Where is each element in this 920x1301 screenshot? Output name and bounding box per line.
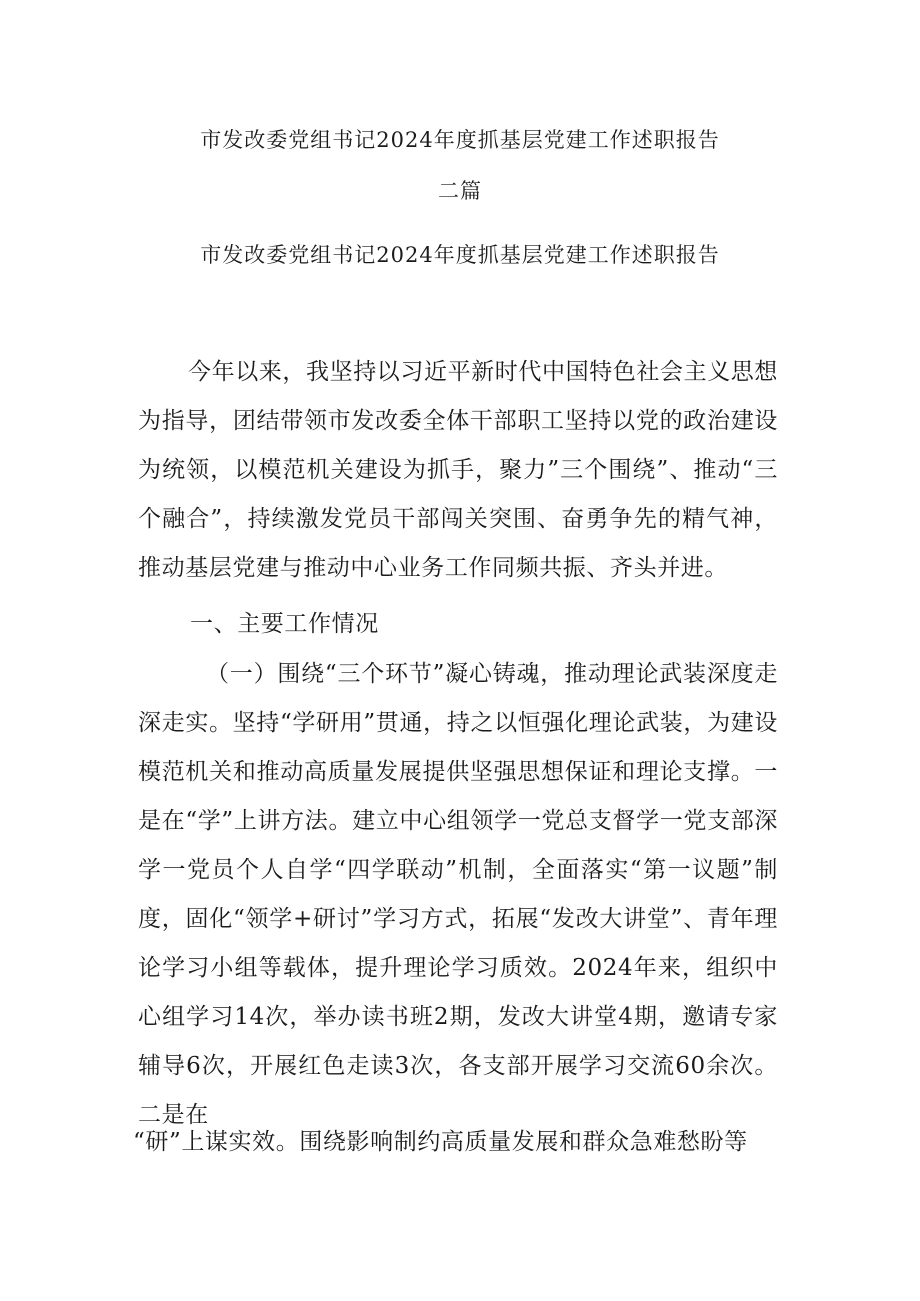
body-paragraph: （一）围绕“三个环节”凝心铸魂，推动理论武装深度走深走实。坚持“学研用”贯通，持之以恒强化理论武装，为建设模范机关和推动高质量发展提供坚强思想保证和理论支撑。一是在“学”上讲方法。建立中心组领学一党总支督学一党支部深学一党员个人自学“四学联动”机制，全面落实“第一议题”制度，固化“领学+研讨”学习方式，拓展“发改大讲堂”、青年理论学习小组等载体，提升理论学习质效。2024年来，组织中心组学习14次，举办读书班2期，发改大讲堂4期，邀请专家辅导6次，开展红色走读3次，各支部开展学习交流60余次。二是在 xyxy=(138,661,778,1128)
body-paragraph-continued: “研”上谋实效。围绕影响制约高质量发展和群众急难愁盼等 xyxy=(133,1129,748,1155)
document-subtitle: 二篇 xyxy=(438,179,482,203)
intro-paragraph: 今年以来，我坚持以习近平新时代中国特色社会主义思想为指导，团结带领市发改委全体干部职工坚持以党的政治建设为统领，以模范机关建设为抓手，聚力”三个围绕”、推动“三个融合”，持续激发党员干部闯关突围、奋勇争先的精气神，推动基层党建与推动中心业务工作同频共振、齐头并进。 xyxy=(138,359,778,581)
document-title: 市发改委党组书记2024年度抓基层党建工作述职报告 xyxy=(200,128,720,152)
section-heading: 一、主要工作情况 xyxy=(190,611,379,637)
report-title: 市发改委党组书记2024年度抓基层党建工作述职报告 xyxy=(200,243,720,267)
